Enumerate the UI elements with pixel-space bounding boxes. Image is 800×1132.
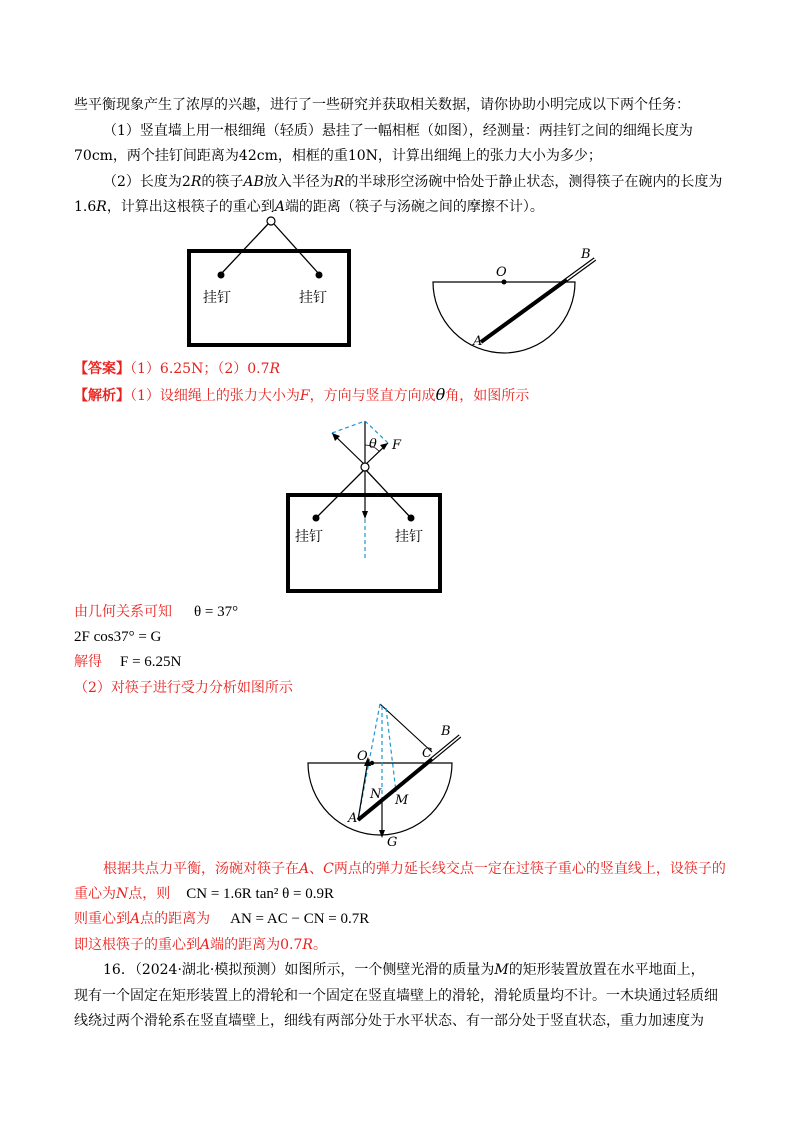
q2-var: R (190, 174, 202, 190)
nail-label-left: 挂钉 (203, 290, 231, 306)
q1-line1: （1）竖直墙上用一根细绳（轻质）悬挂了一幅相框（如图），经测量：两挂钉之间的细绳长度为 (103, 123, 693, 139)
intro-text: 些平衡现象产生了浓厚的兴趣，进行了一些研究并获取相关数据，请你协助小明完成以下两个任务： (74, 97, 690, 113)
q16-line2: 现有一个固定在矩形装置上的滑轮和一个固定在竖直墙壁上的滑轮，滑轮质量均不计。一木块通过轻质细 (74, 988, 718, 1004)
q16-var: M (494, 962, 509, 978)
q2-var: A (274, 199, 285, 215)
para3-equation: AN = AC − CN = 0.7R (230, 911, 370, 927)
q1-line2: 70cm，两个挂钉间距离为42cm，相框的重10N，计算出细绳上的张力大小为多少； (74, 148, 602, 164)
extension-dash (386, 708, 396, 792)
hook-circle (267, 217, 275, 225)
para-text: 两点的弹力延长线交点一定在过筷子重心的竖直线上，设筷子的 (333, 861, 726, 877)
label-f: F (392, 438, 402, 453)
nail-label-right: 挂钉 (299, 290, 327, 306)
answer-line (74, 359, 280, 379)
para-text: 端的距离为0.7 (210, 937, 303, 953)
q16-line1 (103, 960, 705, 980)
arrow-head (362, 511, 368, 519)
analysis-var: θ (435, 385, 446, 404)
bowl-outline (433, 282, 575, 353)
hook-circle (361, 463, 369, 471)
nail-left (218, 272, 225, 279)
nail-label-left: 挂钉 (295, 529, 323, 545)
analysis-text: ，方向与竖直方向成 (309, 388, 436, 404)
answer-text: （1）6.25N；（2）0.7 (130, 361, 270, 377)
nail-right (316, 272, 323, 279)
label-c: C (422, 746, 432, 761)
para-text: 、 (309, 861, 324, 877)
bowl-force-figure (300, 700, 480, 860)
analysis-var: F (299, 388, 310, 404)
q2-var: AB (243, 174, 264, 190)
bowl-center-point (370, 761, 374, 765)
para-var: A (130, 911, 141, 927)
geo-line (74, 602, 238, 622)
q16-line3: 线绕过两个滑轮系在竖直墙壁上，细线有两部分处于水平状态、有一部分处于竖直状态，重力加速度为 (74, 1013, 704, 1029)
para-text: 。 (312, 937, 327, 953)
q2-line2 (74, 197, 544, 217)
arrow-head (379, 830, 385, 838)
para-var: A (200, 937, 211, 953)
parallelogram-dash (332, 421, 365, 433)
label-theta: θ (369, 437, 377, 452)
q16-text: 16．（2024·湖北·模拟预测）如图所示，一个侧壁光滑的质量为 (103, 962, 495, 978)
q16-text: 的矩形装置放置在水平地面上， (508, 962, 705, 978)
label-g: G (387, 835, 398, 850)
solve-line (74, 652, 181, 672)
para-text: 根据共点力平衡，汤碗对筷子在 (103, 861, 299, 877)
para-text: 即这根筷子的重心到 (74, 937, 200, 953)
para1-line (103, 859, 726, 879)
q2-var: R (333, 174, 345, 190)
frame-force-figure (285, 415, 445, 595)
nail-left (313, 515, 320, 522)
para-text: 点，则 (128, 886, 171, 902)
para-text: 则重心到 (74, 911, 130, 927)
analysis-text: （1）设细绳上的张力大小为 (130, 388, 300, 404)
answer-var: R (269, 361, 281, 377)
para-var: R (302, 937, 313, 953)
q2-var: R (96, 199, 107, 215)
para2-line (74, 884, 334, 904)
q2-text: 的半球形空汤碗中恰处于静止状态，测得筷子在碗内的长度为 (344, 174, 723, 190)
frame-figure (185, 215, 355, 350)
answer-tag: 【答案】 (74, 361, 130, 377)
geo-equation: θ = 37° (194, 604, 239, 620)
para-text: 点的距离为 (140, 911, 211, 927)
nail-label-right: 挂钉 (395, 529, 423, 545)
solve-label: 解得 (74, 654, 102, 670)
label-a: A (473, 334, 483, 349)
para-var: A (299, 861, 310, 877)
analysis-line1 (74, 385, 529, 406)
label-m: M (395, 793, 409, 808)
para4-line (74, 935, 327, 955)
solve-equation: F = 6.25N (120, 654, 182, 670)
bowl-center-point (502, 280, 507, 285)
analysis-tag: 【解析】 (74, 388, 130, 404)
label-b: B (441, 724, 451, 739)
geo-label: 由几何关系可知 (74, 604, 172, 620)
q2-text: 放入半径为 (263, 174, 334, 190)
label-b: B (581, 247, 591, 262)
q2-text: 的筷子 (201, 174, 244, 190)
label-n: N (370, 787, 382, 802)
label-o: O (357, 749, 368, 764)
para2-equation: CN = 1.6R tan² θ = 0.9R (186, 886, 335, 902)
nail-right (408, 515, 415, 522)
para-var: C (323, 861, 334, 877)
q2-text: 端的距离（筷子与汤碗之间的摩擦不计）。 (284, 199, 544, 215)
analysis-text: 角，如图所示 (445, 388, 530, 404)
equation-line: 2F cos37° = G (74, 629, 162, 645)
q2-text: 1.6 (74, 199, 97, 215)
q2-text: （2）长度为2 (103, 174, 191, 190)
normal-force-c (380, 704, 432, 752)
label-o: O (496, 265, 507, 280)
para-text: 重心为 (74, 886, 116, 902)
bowl-figure (425, 245, 605, 355)
q2-text: ，计算出这根筷子的重心到 (106, 199, 275, 215)
q2-line1 (103, 172, 722, 192)
para-var: N (116, 886, 129, 902)
part2-line: （2）对筷子进行受力分析如图所示 (74, 680, 293, 696)
label-a: A (348, 811, 358, 826)
para3-line (74, 909, 369, 929)
